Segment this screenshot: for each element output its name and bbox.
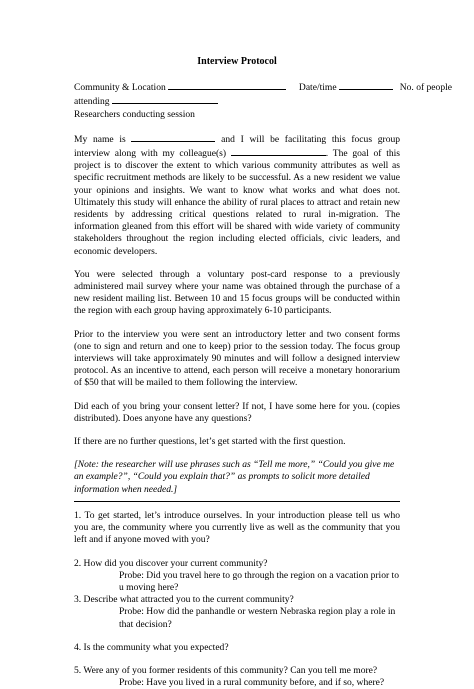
intro-paragraph-1 [74, 132, 400, 258]
question-5-probe: Probe: Have you lived in a rural community before, and if so, where? [119, 677, 385, 689]
header-line-2 [74, 94, 400, 108]
intro-name-text: My name is [74, 133, 126, 145]
session-header [74, 80, 452, 121]
attending-blank[interactable] [112, 94, 218, 104]
question-2: 2. How did you discover your current community? [74, 557, 268, 569]
researchers-label: Researchers conducting session [74, 108, 195, 120]
intro-paragraph-2: You were selected through a voluntary post-card response to a previously administered mail survey where your name was obtained through the purchase of a new resident mailing list. Between 10 and 15 focus groups will be conducted within the region with each group having approximately 6-10 participants. [74, 268, 400, 317]
intro-goal-text: . The goal of this project is to discover the extent to which various community attributes as well as specific recruitment methods are likely to be successful. As a new resident we value your opinions and insights. We want to know what works and what does not. Ultimately this study will enhance the ability of rural places to attract and retain new residents by addressing critical questions related to rural in-migration. The information gleaned from this effort will be shared with wide variety of community stakeholders throughout the region including elected officials, civic leaders, and economic developers. [74, 148, 400, 257]
question-3-probe: Probe: How did the panhandle or western Nebraska region play a role in that decision? [119, 606, 396, 630]
people-label: No. of people [399, 82, 452, 94]
intro-paragraph-5: If there are no further questions, let’s get started with the first question. [74, 436, 346, 448]
section-divider [74, 501, 400, 502]
question-3: 3. Describe what attracted you to the current community? [74, 594, 294, 606]
question-1: 1. To get started, let’s introduce ourselves. In your introduction please tell us who you are, the community where you currently live as well as the community that you left and if anyone moved with you? [74, 509, 400, 546]
attending-label: attending [74, 96, 110, 108]
header-line-3 [74, 109, 400, 121]
question-5: 5. Were any of you former residents of this community? Can you tell me more? [74, 664, 378, 676]
researcher-note: [Note: the researcher will use phrases such as “Tell me more,” “Could you give me an example?”, “Could you explain that?” as prompts to solicit more detailed information when needed.] [74, 459, 395, 495]
intro-paragraph-3: Prior to the interview you were sent an introductory letter and two consent forms (one to sign and return and one to keep) prior to the session today. The focus group interviews will take approximately 90 minutes and will follow a designed interview protocol. As an incentive to attend, each person will receive a monetary honorarium of $50 that will be mailed to them following the interview. [74, 328, 400, 389]
date-blank[interactable] [339, 80, 393, 90]
name-blank[interactable] [131, 132, 215, 142]
document-title: Interview Protocol [197, 56, 277, 67]
header-line-1 [74, 80, 452, 94]
intro-paragraph-4: Did each of you bring your consent letter? If not, I have some here for you. (copies distributed). Does anyone have any questions? [74, 400, 400, 424]
question-4: 4. Is the community what you expected? [74, 641, 229, 653]
community-blank[interactable] [168, 80, 286, 90]
date-label: Date/time [298, 82, 337, 94]
intro-colleague-text: and I will be facilitating this focus group interview along with my colleague(s) [74, 133, 401, 160]
community-label: Community & Location [74, 82, 166, 94]
colleague-blank[interactable] [231, 146, 326, 156]
question-2-probe: Probe: Did you travel here to go through the region on a vacation prior to u moving here? [119, 569, 399, 593]
